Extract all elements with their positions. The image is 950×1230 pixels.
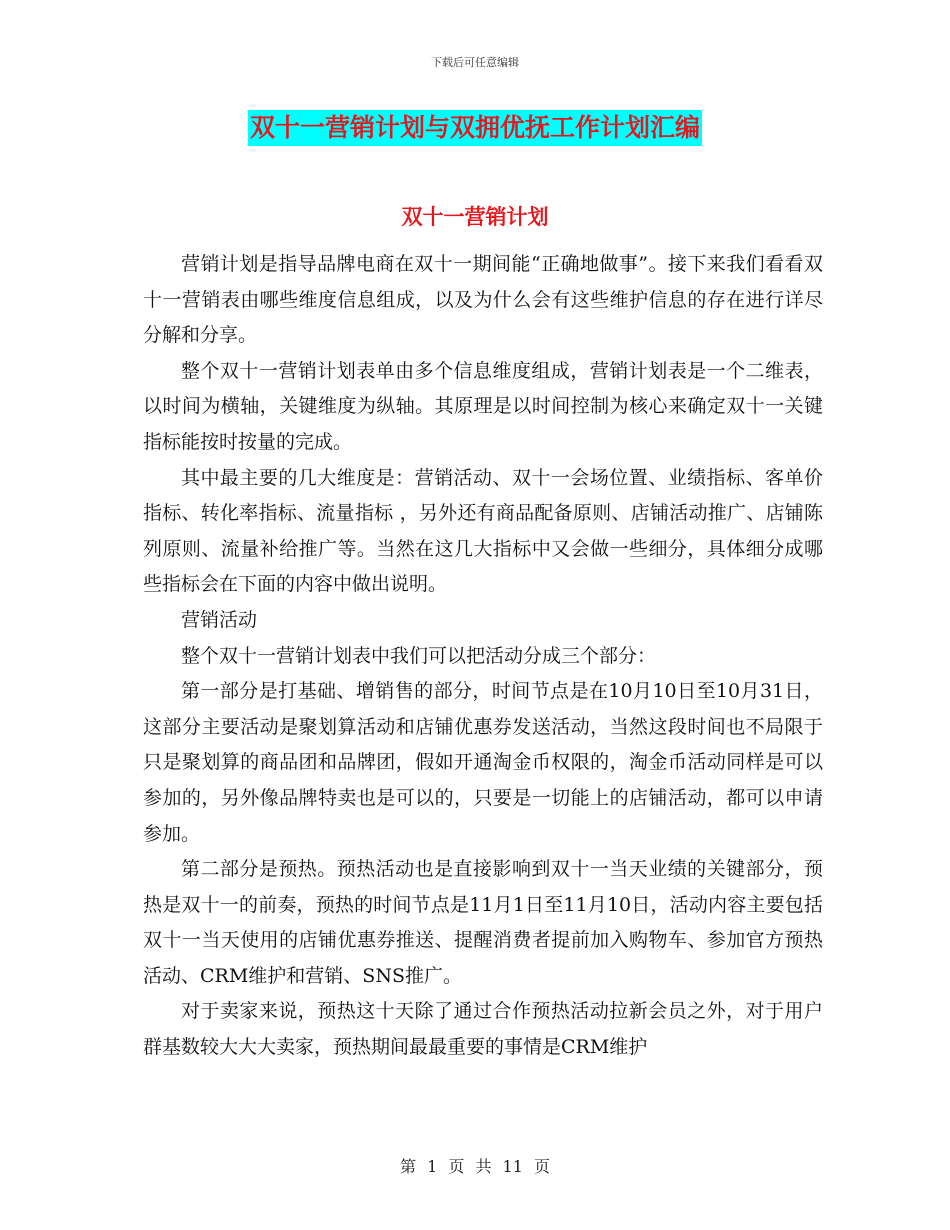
document-title-text: 双十一营销计划与双拥优抚工作计划汇编 xyxy=(248,110,702,146)
page-footer: 第 1 页 共 11 页 xyxy=(400,1157,550,1176)
document-title xyxy=(0,110,950,146)
paragraph: 整个双十一营销计划表中我们可以把活动分成三个部分： xyxy=(181,644,657,667)
paragraph: 整个双十一营销计划表单由多个信息维度组成，营销计划表是一个二维表，以时间为横轴，关键维度为纵轴。其原理是以时间控制为核心来确定双十一关键指标能按时按量的完成。 xyxy=(143,359,823,453)
subheading-marketing-activities: 营销活动 xyxy=(181,608,258,631)
paragraph: 第一部分是打基础、增销售的部分，时间节点是在10月10日至10月31日，这部分主要活动是聚划算活动和店铺优惠券发送活动，当然这段时间也不局限于只是聚划算的商品团和品牌团，假如开通淘金币权限的，淘金币活动同样是可以参加的，另外像品牌特卖也是可以的，只要是一切能上的店铺活动，都可以申请参加。 xyxy=(143,680,823,845)
document-body xyxy=(143,247,823,1066)
paragraph: 营销计划是指导品牌电商在双十一期间能“正确地做事”。接下来我们看看双十一营销表由哪些维度信息组成，以及为什么会有这些维护信息的存在进行详尽分解和分享。 xyxy=(143,253,823,347)
section-title: 双十一营销计划 xyxy=(401,205,549,229)
paragraph: 第二部分是预热。预热活动也是直接影响到双十一当天业绩的关键部分，预热是双十一的前奏，预热的时间节点是11月1日至11月10日，活动内容主要包括双十一当天使用的店铺优惠券推送、提醒消费者提前加入购物车、参加官方预热活动、CRM维护和营销、SNS推广。 xyxy=(143,858,823,987)
header-note: 下载后可任意编辑 xyxy=(431,56,519,69)
paragraph: 对于卖家来说，预热这十天除了通过合作预热活动拉新会员之外，对于用户群基数较大大大卖家，预热期间最最重要的事情是CRM维护 xyxy=(143,1000,823,1059)
paragraph: 其中最主要的几大维度是：营销活动、双十一会场位置、业绩指标、客单价指标、转化率指标、流量指标 ，另外还有商品配备原则、店铺活动推广、店铺陈列原则、流量补给推广等。当然在这几大指标中又会做一些细分，具体细分成哪些指标会在下面的内容中做出说明。 xyxy=(143,466,823,596)
